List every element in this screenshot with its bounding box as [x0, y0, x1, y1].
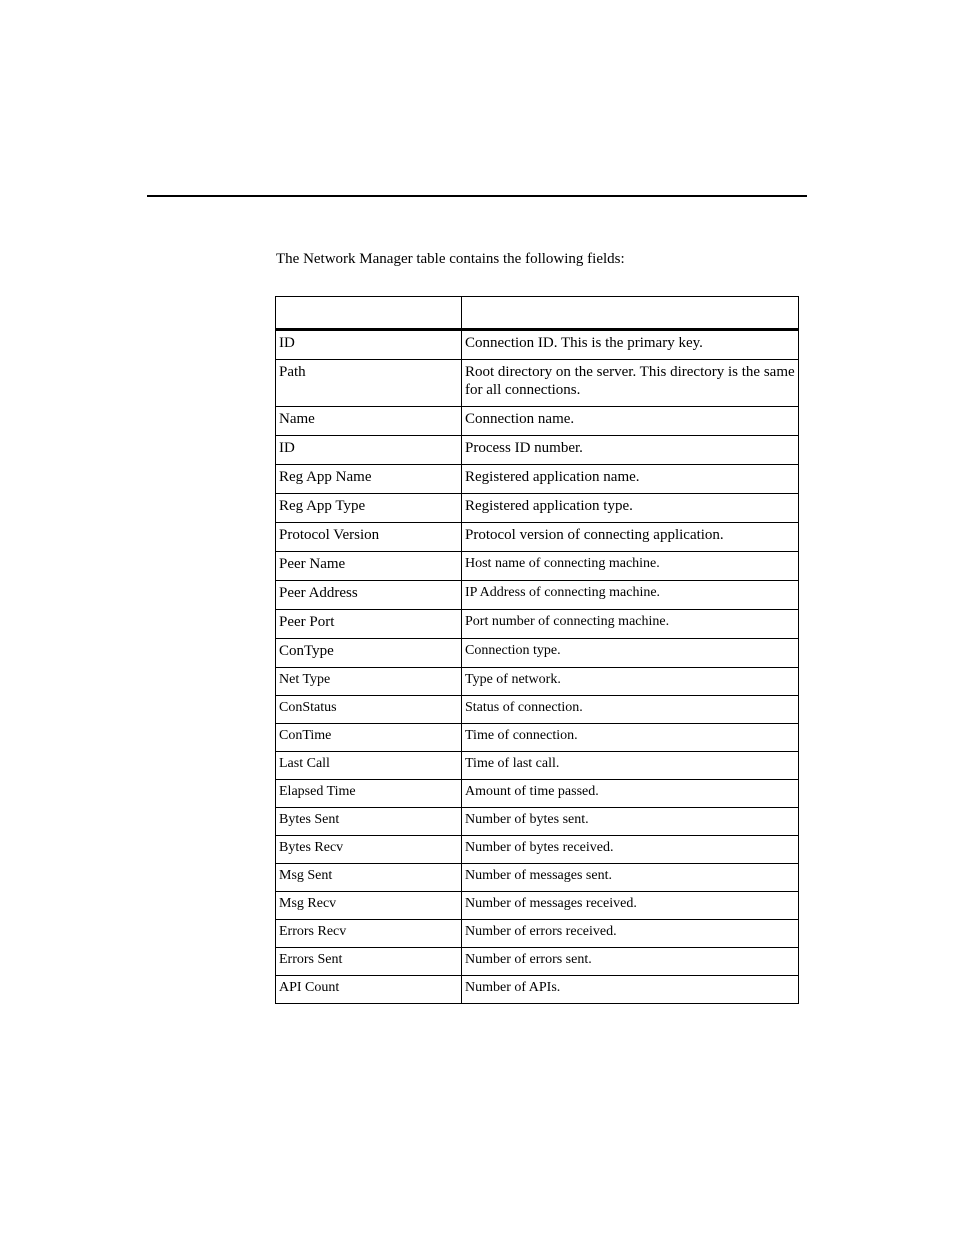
table-row [276, 407, 799, 436]
field-description-cell: Amount of time passed. [462, 780, 799, 808]
table-row [276, 892, 799, 920]
table-row [276, 581, 799, 610]
table-row [276, 920, 799, 948]
network-manager-fields-table [275, 296, 799, 1004]
table-row [276, 668, 799, 696]
field-description-cell: Time of last call. [462, 752, 799, 780]
field-name-cell: ID [276, 436, 462, 465]
field-description-cell: Host name of connecting machine. [462, 552, 799, 581]
field-name-cell: Name [276, 407, 462, 436]
table-header-row [276, 297, 799, 330]
field-name-cell: Peer Name [276, 552, 462, 581]
field-name-cell: Last Call [276, 752, 462, 780]
field-description-cell: Time of connection. [462, 724, 799, 752]
field-name-cell: Elapsed Time [276, 780, 462, 808]
table-row [276, 752, 799, 780]
table-row [276, 610, 799, 639]
table-row [276, 696, 799, 724]
table-row [276, 330, 799, 360]
field-name-cell: Errors Sent [276, 948, 462, 976]
table-header [276, 297, 799, 330]
field-description-cell: Number of errors sent. [462, 948, 799, 976]
field-name-cell: Bytes Sent [276, 808, 462, 836]
header-cell-description [462, 297, 799, 330]
field-description-cell: Number of APIs. [462, 976, 799, 1004]
field-description-cell: Number of messages sent. [462, 864, 799, 892]
field-description-cell: Connection ID. This is the primary key. [462, 330, 799, 360]
field-description-cell: Connection type. [462, 639, 799, 668]
field-description-cell: Registered application name. [462, 465, 799, 494]
field-name-cell: Peer Port [276, 610, 462, 639]
field-name-cell: Errors Recv [276, 920, 462, 948]
table-row [276, 436, 799, 465]
table-row [276, 494, 799, 523]
table-row [276, 948, 799, 976]
field-name-cell: Reg App Type [276, 494, 462, 523]
field-description-cell: Port number of connecting machine. [462, 610, 799, 639]
field-description-cell: Number of errors received. [462, 920, 799, 948]
field-description-cell: Type of network. [462, 668, 799, 696]
intro-paragraph: The Network Manager table contains the following fields: [276, 251, 625, 267]
field-name-cell: Msg Sent [276, 864, 462, 892]
table-row [276, 724, 799, 752]
field-description-cell: Number of messages received. [462, 892, 799, 920]
field-name-cell: ConStatus [276, 696, 462, 724]
field-name-cell: API Count [276, 976, 462, 1004]
table-row [276, 808, 799, 836]
field-description-cell: Root directory on the server. This directory is the same for all connections. [462, 360, 799, 407]
field-description-cell: Number of bytes received. [462, 836, 799, 864]
table-row [276, 552, 799, 581]
table-row [276, 360, 799, 407]
field-description-cell: IP Address of connecting machine. [462, 581, 799, 610]
header-cell-field [276, 297, 462, 330]
field-description-cell: Connection name. [462, 407, 799, 436]
field-name-cell: ConTime [276, 724, 462, 752]
table-row [276, 780, 799, 808]
field-name-cell: Reg App Name [276, 465, 462, 494]
field-description-cell: Number of bytes sent. [462, 808, 799, 836]
field-name-cell: Bytes Recv [276, 836, 462, 864]
field-description-cell: Registered application type. [462, 494, 799, 523]
field-name-cell: Path [276, 360, 462, 407]
field-name-cell: ID [276, 330, 462, 360]
field-description-cell: Protocol version of connecting application. [462, 523, 799, 552]
field-description-cell: Status of connection. [462, 696, 799, 724]
table-row [276, 836, 799, 864]
field-name-cell: ConType [276, 639, 462, 668]
table-row [276, 639, 799, 668]
table-row [276, 465, 799, 494]
field-name-cell: Msg Recv [276, 892, 462, 920]
table-row [276, 864, 799, 892]
header-rule [147, 195, 807, 197]
table-body [276, 330, 799, 1004]
table-row [276, 523, 799, 552]
field-name-cell: Net Type [276, 668, 462, 696]
field-description-cell: Process ID number. [462, 436, 799, 465]
field-name-cell: Peer Address [276, 581, 462, 610]
field-name-cell: Protocol Version [276, 523, 462, 552]
table-row [276, 976, 799, 1004]
